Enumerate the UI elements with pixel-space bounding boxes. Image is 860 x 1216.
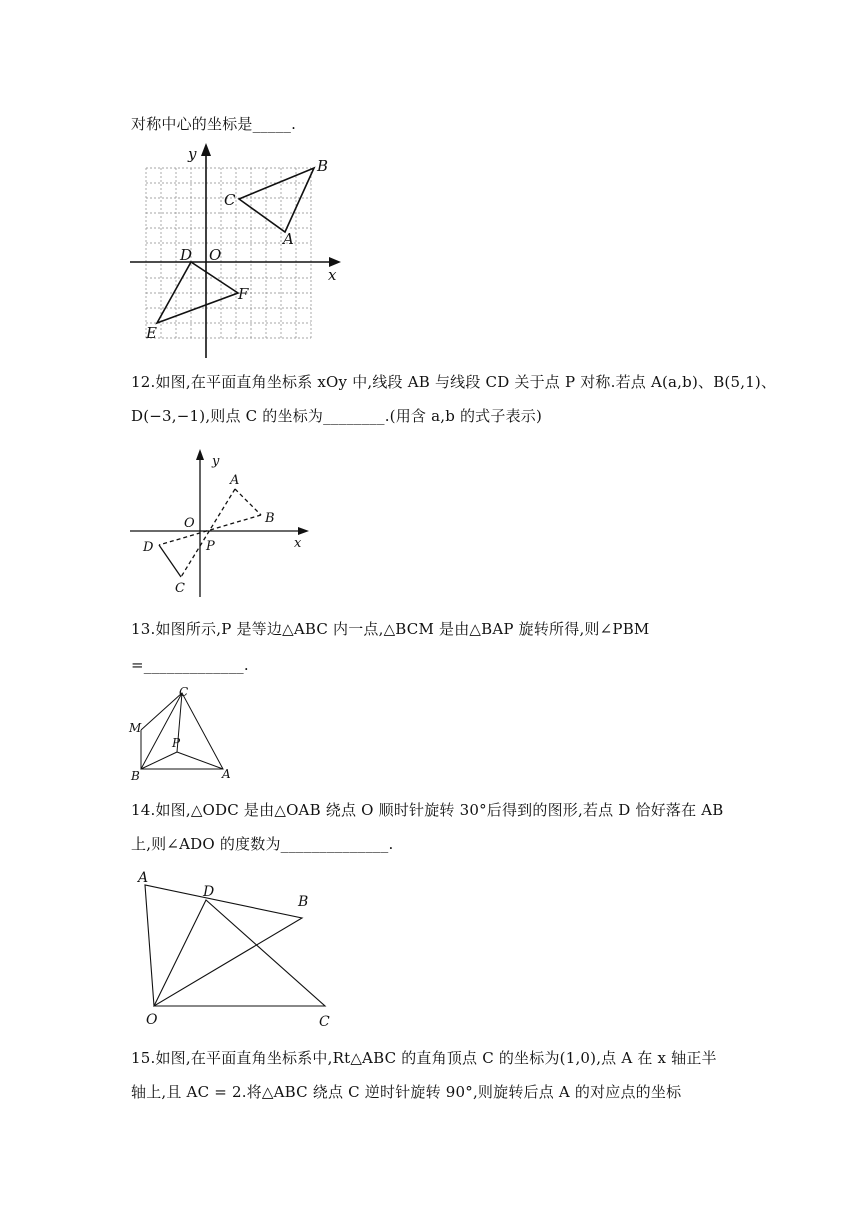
label-a: A xyxy=(230,473,240,488)
text-line-2: D(−3,−1),则点 C 的坐标为________.(用含 a,b 的式子表示) xyxy=(131,407,543,425)
figure-equilateral-triangle xyxy=(128,684,238,784)
figure-grid-triangles xyxy=(128,140,348,362)
text-line-6: 上,则∠ADO 的度数为______________. xyxy=(131,835,394,853)
label-o: O xyxy=(184,516,195,531)
label-f: F xyxy=(238,285,249,303)
label-o: O xyxy=(209,246,222,264)
text-line-1: 12.如图,在平面直角坐标系 xOy 中,线段 AB 与线段 CD 关于点 P 对称.若点 A(a,b)、B(5,1)、 xyxy=(131,373,777,391)
segment-mc xyxy=(141,693,182,730)
text-line-4: =_____________. xyxy=(131,656,249,674)
triangle-abc xyxy=(239,168,314,232)
label-x: x xyxy=(328,266,337,284)
label-o: O xyxy=(146,1012,158,1028)
label-b: B xyxy=(131,769,140,783)
triangle-oab xyxy=(145,885,302,1006)
label-y: y xyxy=(188,145,197,163)
label-p: P xyxy=(172,736,181,750)
label-d: D xyxy=(180,246,193,264)
triangle-def xyxy=(157,262,238,323)
label-a: A xyxy=(222,767,231,781)
label-x: x xyxy=(294,536,302,551)
label-b: B xyxy=(265,511,275,526)
segment-bp xyxy=(141,752,177,769)
label-c: C xyxy=(175,581,185,596)
label-e: E xyxy=(146,324,157,342)
figure-symmetric-segments xyxy=(128,447,318,602)
label-b: B xyxy=(298,894,309,910)
label-p: P xyxy=(206,539,215,554)
y-axis-arrow xyxy=(196,449,204,460)
text-line-5: 14.如图,△ODC 是由△OAB 绕点 O 顺时针旋转 30°后得到的图形,若点 D 恰好落在 AB xyxy=(131,801,724,819)
label-d: D xyxy=(143,540,154,555)
triangle-abc xyxy=(141,693,223,769)
text-line-7: 15.如图,在平面直角坐标系中,Rt△ABC 的直角顶点 C 的坐标为(1,0),点 A 在 x 轴正半 xyxy=(131,1049,717,1067)
figure-rotation-triangles xyxy=(130,866,345,1031)
label-a: A xyxy=(283,230,294,248)
label-m: M xyxy=(129,721,142,735)
triangle-odc xyxy=(154,900,325,1006)
label-c: C xyxy=(319,1014,330,1030)
text-line-8: 轴上,且 AC = 2.将△ABC 绕点 C 逆时针旋转 90°,则旋转后点 A 的对应点的坐标 xyxy=(131,1083,682,1101)
label-d: D xyxy=(203,884,215,900)
x-axis-arrow xyxy=(298,527,309,535)
segment-dc xyxy=(159,545,181,577)
dashed-segments xyxy=(159,489,261,577)
text-line-0: 对称中心的坐标是_____. xyxy=(131,115,297,133)
label-c: C xyxy=(179,685,189,699)
label-a: A xyxy=(138,870,149,886)
y-axis-arrow xyxy=(201,143,211,156)
segment-pa xyxy=(177,752,223,769)
label-c: C xyxy=(224,191,236,209)
text-line-3: 13.如图所示,P 是等边△ABC 内一点,△BCM 是由△BAP 旋转所得,则∠PBM xyxy=(131,620,650,638)
label-y: y xyxy=(212,454,220,469)
label-b: B xyxy=(317,157,329,175)
